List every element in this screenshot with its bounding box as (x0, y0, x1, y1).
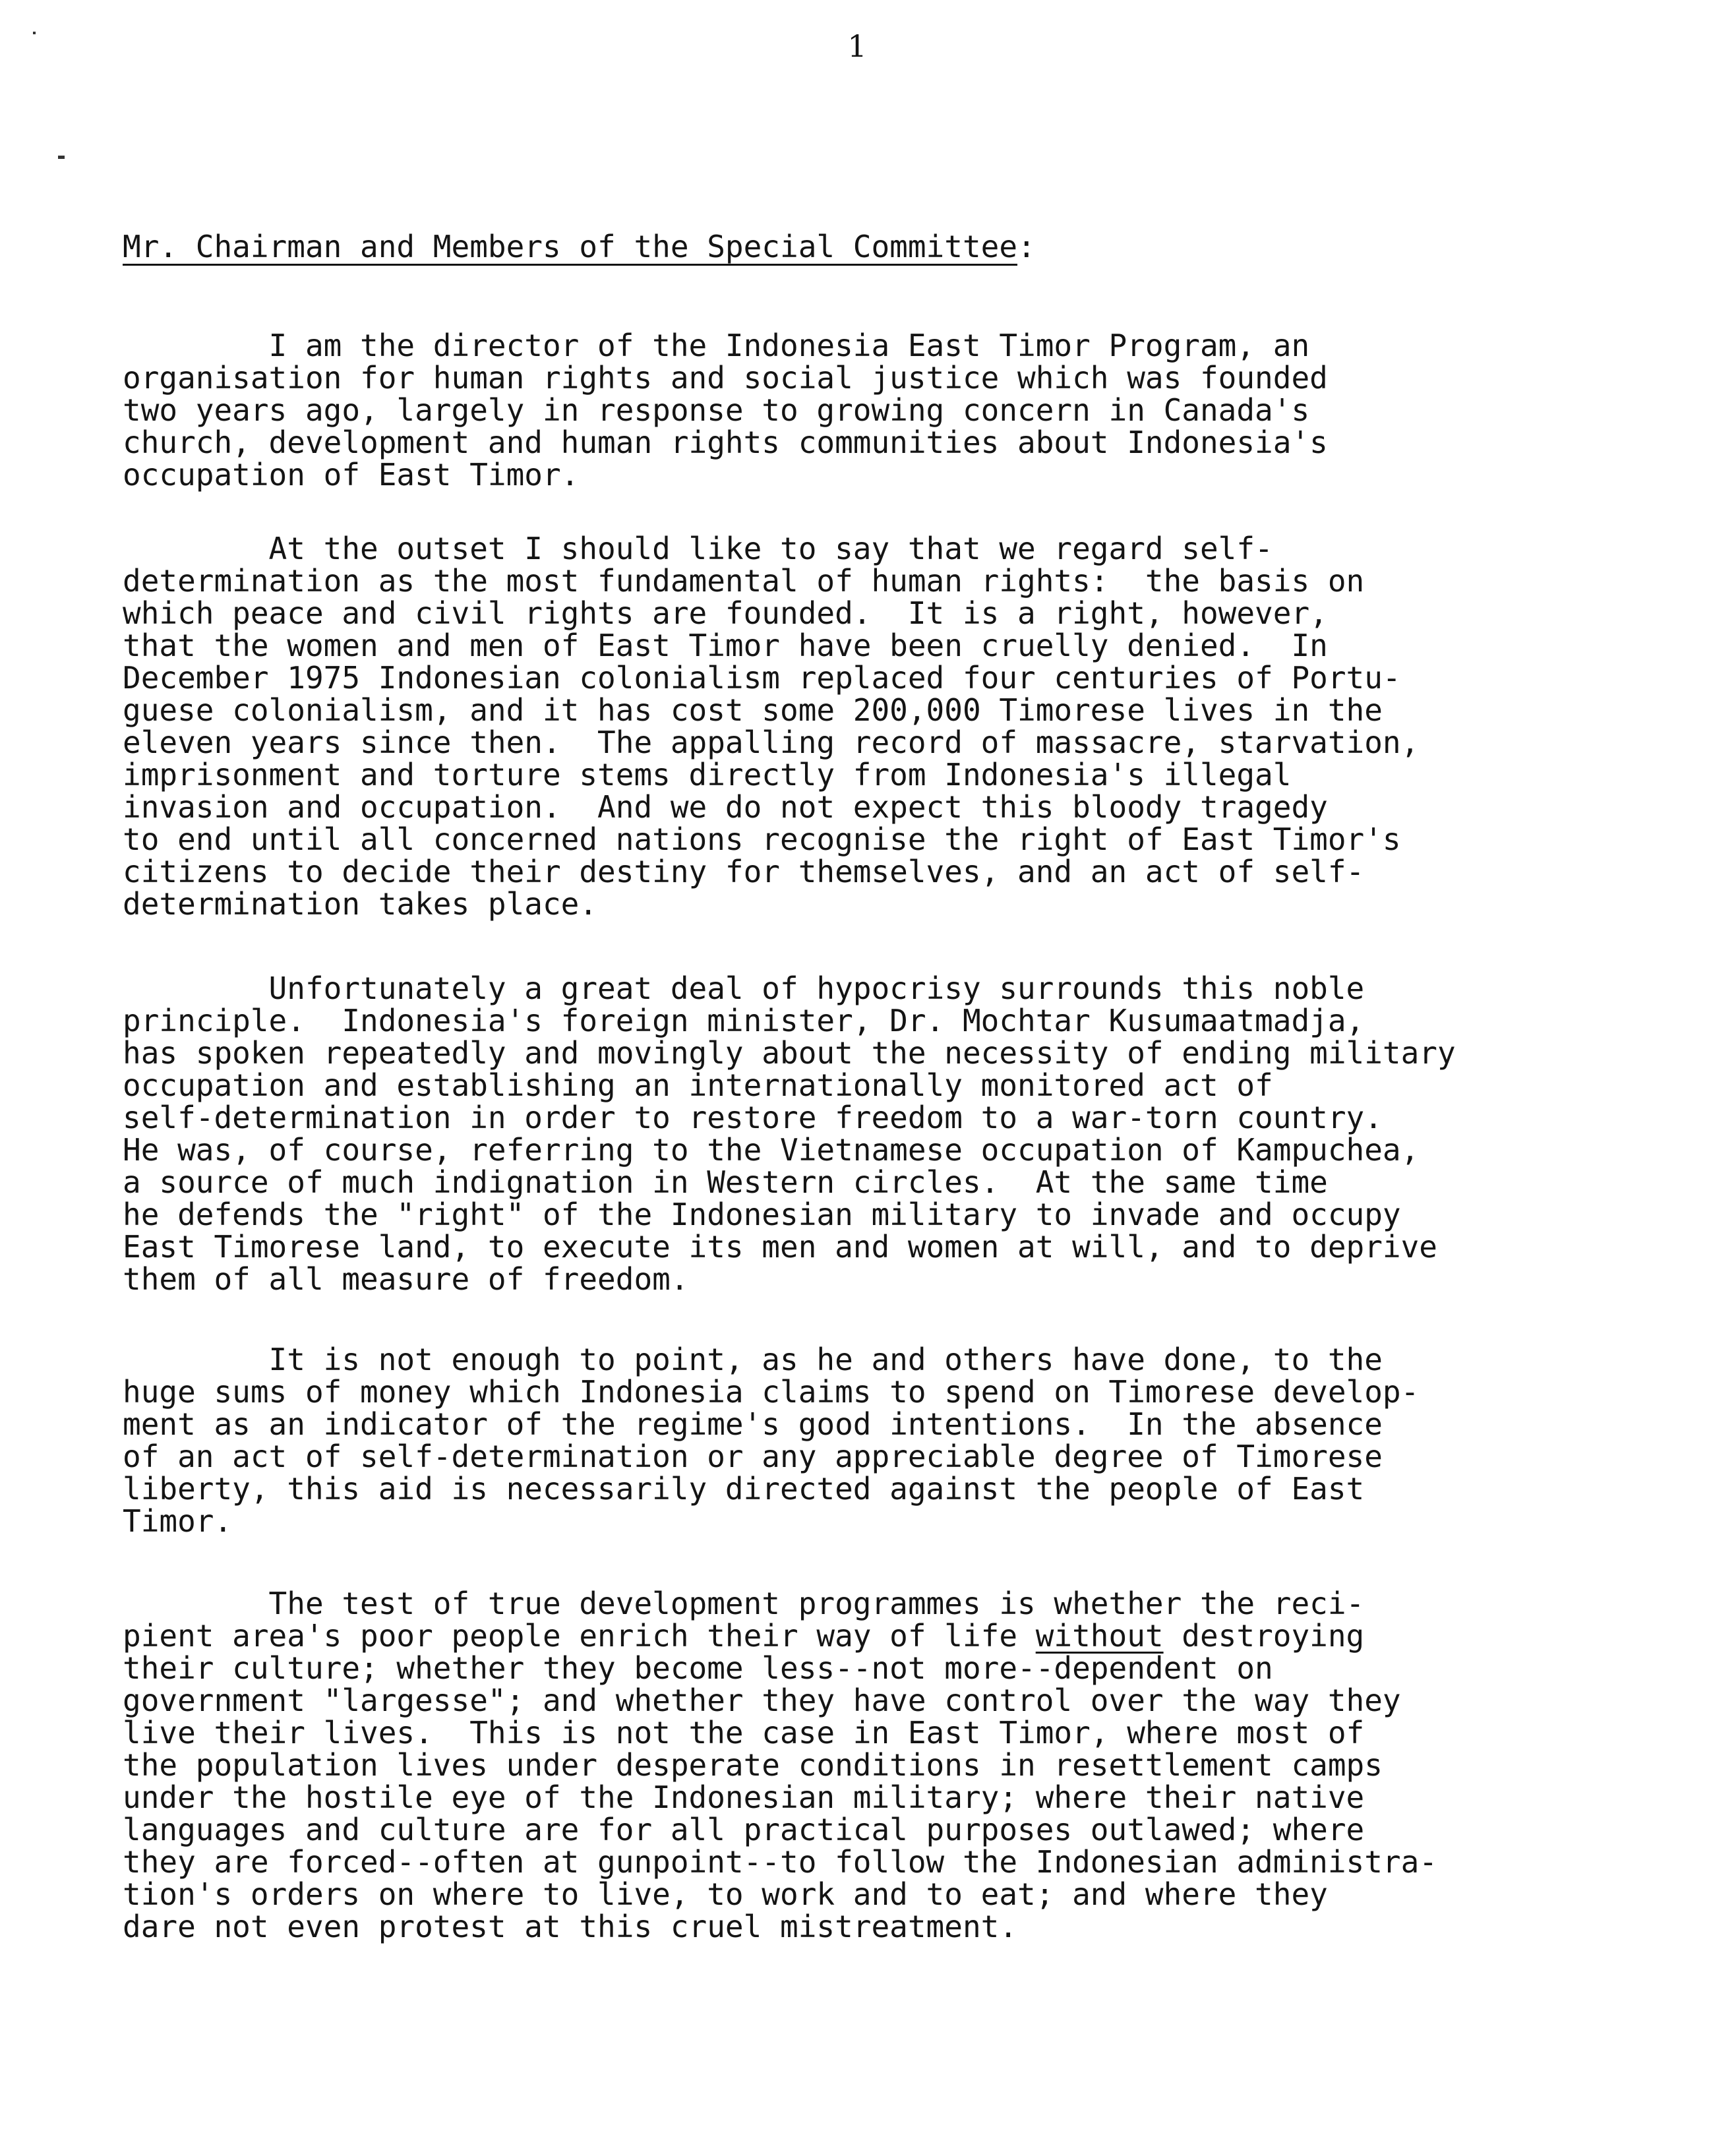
emphasis-after: destroying (1163, 1618, 1365, 1654)
paragraph-2 (123, 533, 1419, 920)
paragraph-line: eleven years since then. The appalling record of massacre, starvation, (123, 725, 1420, 760)
paragraph-line: The test of true development programmes is whether the reci- (123, 1586, 1365, 1621)
scan-speck (58, 156, 65, 159)
paragraph-line: He was, of course, referring to the Vietnamese occupation of Kampuchea, (123, 1132, 1420, 1168)
paragraph-line: two years ago, largely in response to growing concern in Canada's (123, 392, 1310, 428)
paragraph-line: principle. Indonesia's foreign minister, Dr. Mochtar Kusumaatmadja, (123, 1003, 1365, 1038)
paragraph-line: Timor. (123, 1503, 233, 1539)
paragraph-line: the population lives under desperate conditions in resettlement camps (123, 1747, 1383, 1783)
paragraph-line: guese colonialism, and it has cost some 200,000 Timorese lives in the (123, 692, 1383, 728)
paragraph-line: government "largesse"; and whether they have control over the way they (123, 1683, 1401, 1718)
paragraph-line: I am the director of the Indonesia East Timor Program, an (123, 328, 1310, 363)
paragraph-line: imprisonment and torture stems directly from Indonesia's illegal (123, 757, 1292, 793)
paragraph-line: languages and culture are for all practical purposes outlawed; where (123, 1812, 1365, 1847)
paragraph-line: citizens to decide their destiny for themselves, and an act of self- (123, 854, 1365, 889)
paragraph-1 (123, 330, 1328, 491)
paragraph-line-emphasis (123, 1618, 1364, 1654)
paragraph-line: At the outset I should like to say that we regard self- (123, 531, 1273, 566)
paragraph-line: December 1975 Indonesian colonialism replaced four centuries of Portu- (123, 660, 1401, 696)
paragraph-line: to end until all concerned nations recognise the right of East Timor's (123, 822, 1401, 857)
paragraph-line: Unfortunately a great deal of hypocrisy surrounds this noble (123, 971, 1365, 1006)
paragraph-line: invasion and occupation. And we do not expect this bloody tragedy (123, 789, 1328, 825)
paragraph-line: which peace and civil rights are founded. It is a right, however, (123, 595, 1328, 631)
paragraph-line: huge sums of money which Indonesia claims to spend on Timorese develop- (123, 1374, 1420, 1410)
salutation-text: Mr. Chairman and Members of the Special Committee (123, 229, 1018, 264)
paragraph-line: he defends the "right" of the Indonesian military to invade and occupy (123, 1197, 1401, 1232)
paragraph-line: East Timorese land, to execute its men and women at will, and to deprive (123, 1229, 1437, 1265)
paragraph-line: church, development and human rights communities about Indonesia's (123, 425, 1328, 460)
salutation-colon: : (1017, 229, 1036, 264)
paragraph-line: determination as the most fundamental of human rights: the basis on (123, 563, 1365, 599)
paragraph-line: live their lives. This is not the case in East Timor, where most of (123, 1715, 1365, 1751)
paragraph-line: has spoken repeatedly and movingly about the necessity of ending military (123, 1035, 1456, 1071)
underlined-word: without (1035, 1618, 1164, 1654)
paragraph-line: under the hostile eye of the Indonesian military; where their native (123, 1780, 1365, 1815)
paragraph-line: dare not even protest at this cruel mistreatment. (123, 1909, 1018, 1944)
paragraph-line: It is not enough to point, as he and others have done, to the (123, 1342, 1383, 1377)
paragraph-line: determination takes place. (123, 886, 598, 922)
paragraph-line: ment as an indicator of the regime's good intentions. In the absence (123, 1406, 1383, 1442)
paragraph-4 (123, 1344, 1419, 1538)
paragraph-line: their culture; whether they become less--not more--dependent on (123, 1650, 1273, 1686)
scan-speck (33, 32, 36, 34)
paragraph-line: of an act of self-determination or any appreciable degree of Timorese (123, 1439, 1383, 1474)
paragraph-3 (123, 973, 1456, 1296)
paragraph-line: that the women and men of East Timor have been cruelly denied. In (123, 628, 1328, 663)
paragraph-line: a source of much indignation in Western circles. At the same time (123, 1164, 1328, 1200)
paragraph-line: they are forced--often at gunpoint--to follow the Indonesian administra- (123, 1844, 1437, 1880)
page-number: 1 (847, 28, 867, 64)
paragraph-line: occupation of East Timor. (123, 457, 580, 493)
paragraph-line: them of all measure of freedom. (123, 1261, 689, 1297)
paragraph-line: occupation and establishing an internationally monitored act of (123, 1067, 1273, 1103)
emphasis-before: pient area's poor people enrich their way of life (123, 1618, 1036, 1654)
salutation (123, 228, 1036, 265)
paragraph-line: self-determination in order to restore freedom to a war-torn country. (123, 1100, 1383, 1135)
paragraph-5 (123, 1588, 1437, 1943)
paragraph-line: liberty, this aid is necessarily directed against the people of East (123, 1471, 1365, 1507)
paragraph-line: organisation for human rights and social justice which was founded (123, 360, 1328, 396)
paragraph-line: tion's orders on where to live, to work and to eat; and where they (123, 1876, 1328, 1912)
